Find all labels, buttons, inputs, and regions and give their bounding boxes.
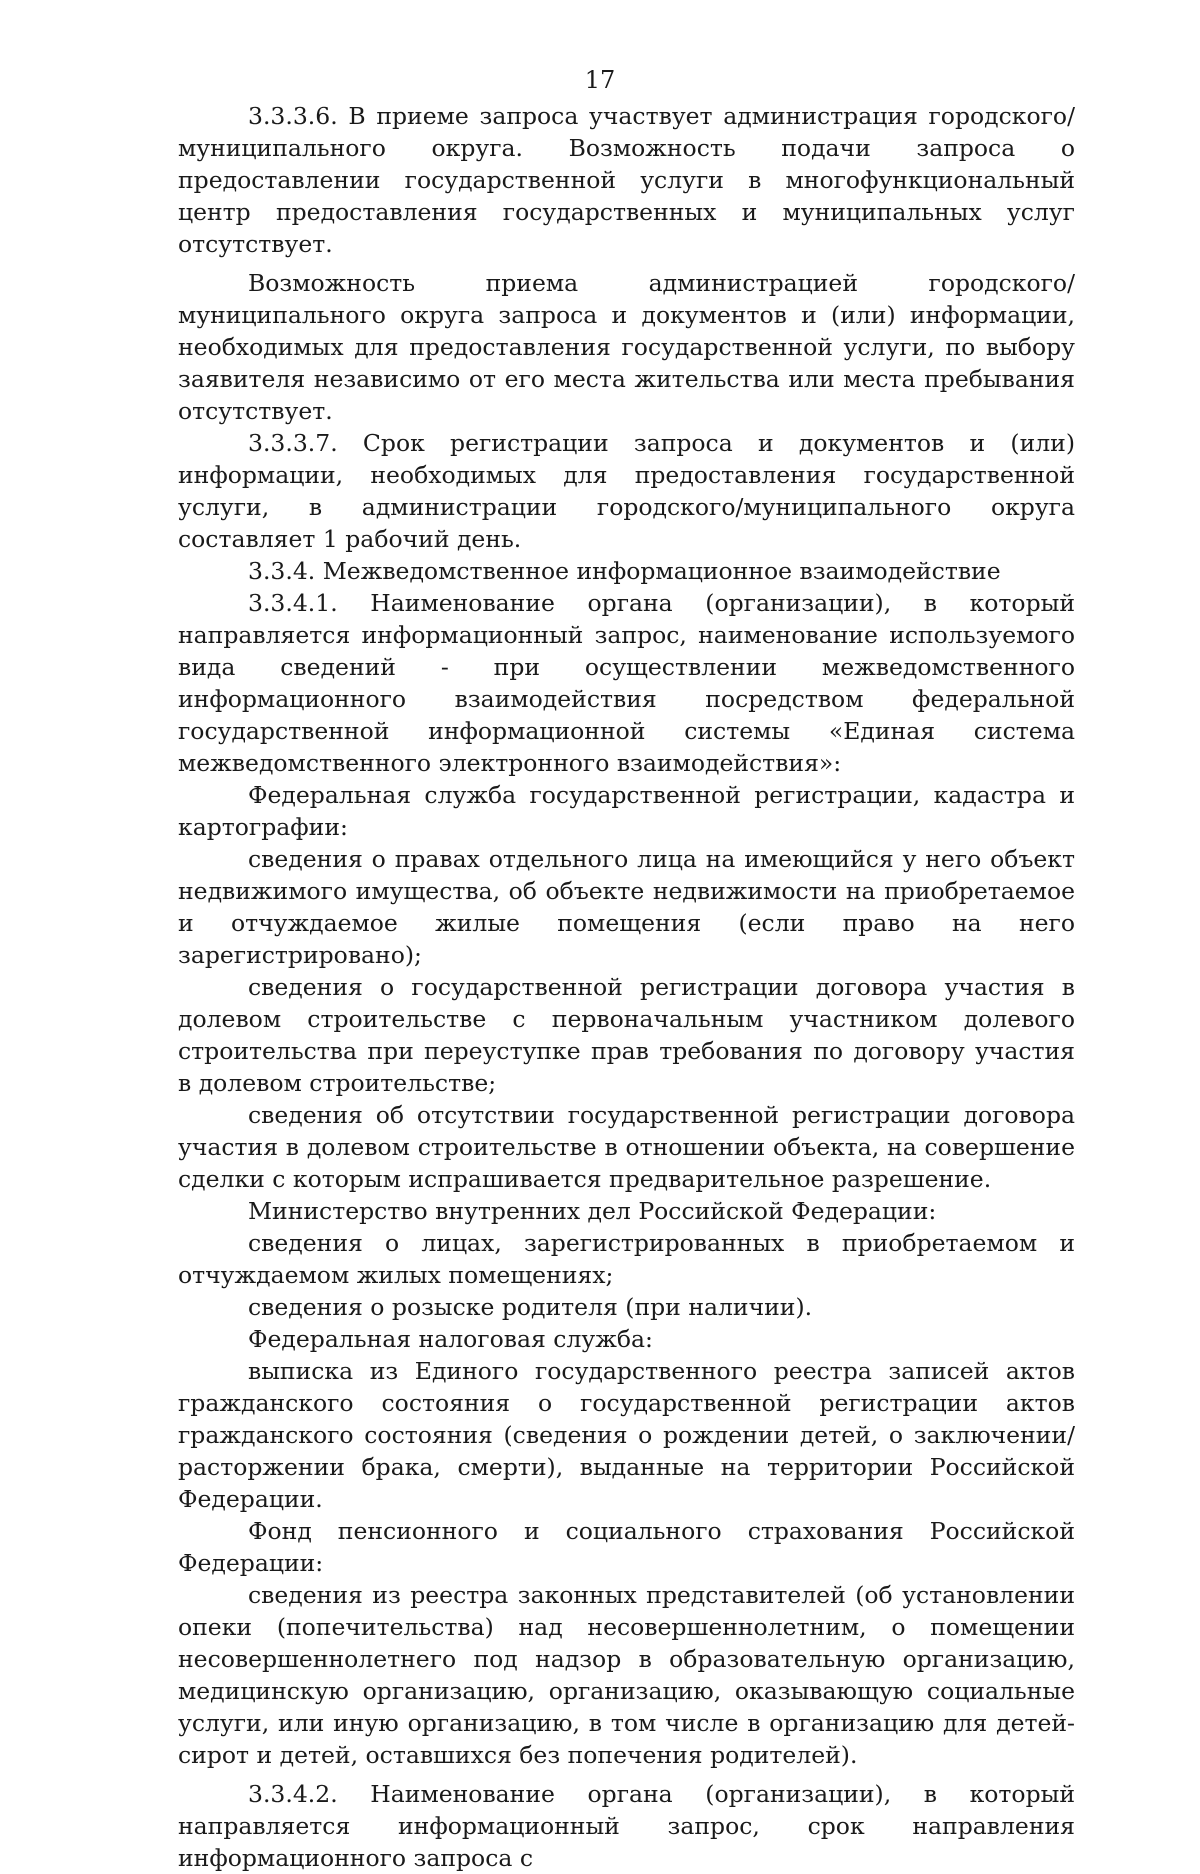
paragraph-rights-info: сведения о правах отдельного лица на имеющийся у него объект недвижимого имущества, об объекте недвижимости на приобретаемое и отчуждаемое жилые помещения (если право на него зарегистрировано); xyxy=(178,845,1075,969)
paragraph-rosreestr: Федеральная служба государственной регистрации, кадастра и картографии: xyxy=(178,781,1075,841)
paragraph-registered-persons: сведения о лицах, зарегистрированных в приобретаемом и отчуждаемом жилых помещениях; xyxy=(178,1229,1075,1289)
paragraph-3-3-4-2: 3.3.4.2. Наименование органа (организации), в который направляется информационный запрос, срок направления информационного запроса с xyxy=(178,1780,1075,1872)
paragraph-legal-representatives: сведения из реестра законных представителей (об установлении опеки (попечительства) над несовершеннолетним, о помещении несовершеннолетнего под надзор в образовательную организацию, медицинскую организацию, организацию, оказывающую социальные услуги, или иную организацию, в том числе в организацию для детей-сирот и детей, оставшихся без попечения родителей). xyxy=(178,1581,1075,1769)
paragraph-sfr: Фонд пенсионного и социального страхования Российской Федерации: xyxy=(178,1517,1075,1577)
paragraph-3-3-3-6: 3.3.3.6. В приеме запроса участвует администрация городского/муниципального округа. Возможность подачи запроса о предоставлении государственной услуги в многофункциональный центр предоставления государственных и муниципальных услуг отсутствует. xyxy=(178,102,1075,258)
page-number: 17 xyxy=(584,66,616,94)
paragraph-absence-info: сведения об отсутствии государственной регистрации договора участия в долевом строительстве в отношении объекта, на совершение сделки с которым испрашивается предварительное разрешение. xyxy=(178,1101,1075,1193)
paragraph-fns: Федеральная налоговая служба: xyxy=(248,1325,653,1353)
paragraph-registration-info: сведения о государственной регистрации договора участия в долевом строительстве с первоначальным участником долевого строительства при переуступке прав требования по договору участия в долевом строительстве; xyxy=(178,973,1075,1097)
paragraph-3-3-4-1: 3.3.4.1. Наименование органа (организации), в который направляется информационный запрос, наименование используемого вида сведений - при осуществлении межведомственного информационного взаимодействия посредством федеральной государственной информационной системы «Единая система межведомственного электронного взаимодействия»: xyxy=(178,589,1075,777)
paragraph-3-3-4: 3.3.4. Межведомственное информационное взаимодействие xyxy=(248,557,1001,585)
paragraph-3-3-3-7: 3.3.3.7. Срок регистрации запроса и документов и (или) информации, необходимых для предоставления государственной услуги, в администрации городского/муниципального округа составляет 1 рабочий день. xyxy=(178,429,1075,553)
paragraph-parent-search: сведения о розыске родителя (при наличии). xyxy=(248,1293,813,1321)
paragraph-mvd: Министерство внутренних дел Российской Федерации: xyxy=(248,1197,937,1225)
paragraph-reception-possibility: Возможность приема администрацией городского/муниципального округа запроса и документов и (или) информации, необходимых для предоставления государственной услуги, по выбору заявителя независимо от его места жительства или места пребывания отсутствует. xyxy=(178,269,1075,425)
document-body xyxy=(178,100,1075,1874)
paragraph-civil-registry: выписка из Единого государственного реестра записей актов гражданского состояния о государственной регистрации актов гражданского состояния (сведения о рождении детей, о заключении/расторжении брака, смерти), выданные на территории Российской Федерации. xyxy=(178,1357,1075,1513)
